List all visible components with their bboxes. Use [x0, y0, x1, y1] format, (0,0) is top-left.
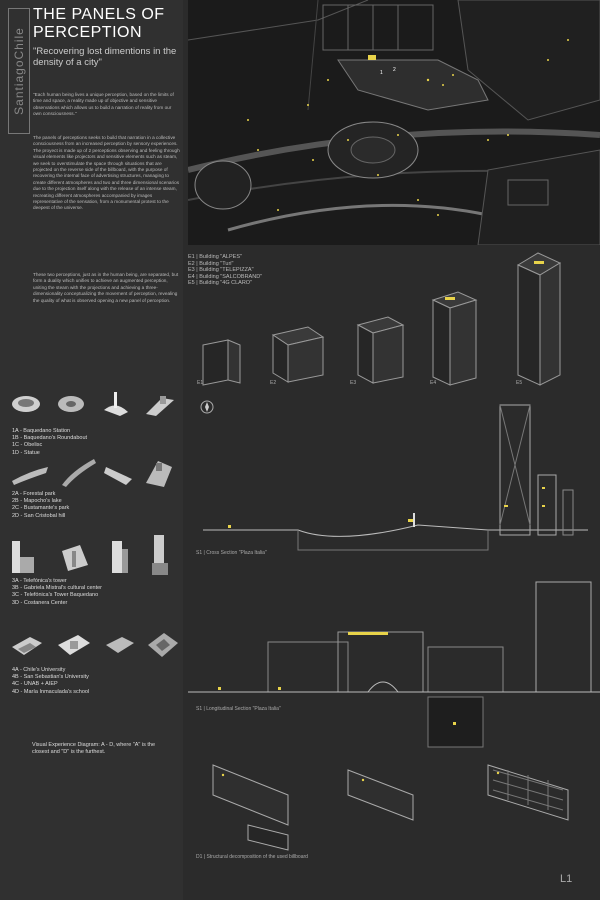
school-thumbnail — [146, 629, 180, 661]
group-4 — [8, 623, 183, 696]
location-tag — [8, 8, 30, 134]
telefonica-tower-thumbnail — [8, 537, 38, 577]
legend-item: 2C - Bustamante's park — [12, 505, 70, 512]
legend-item: 3D - Costanera Center — [12, 599, 68, 606]
legend-item: 3B - Gabriela Mistral's cultural center — [12, 585, 102, 592]
building-list-item: E2 | Building "Turi" — [188, 260, 234, 267]
site-plan-drawing — [188, 0, 600, 245]
buildings-axonometric — [188, 245, 600, 390]
legend-item: 3C - Telefónica's Tower Baquedano — [12, 592, 99, 599]
legend-item: 4D - María Inmaculada's school — [12, 688, 90, 695]
map-marker-2: 2 — [393, 67, 396, 73]
legend-item: 1A - Baquedano Station — [12, 428, 71, 434]
legend-item: 2A - Forestal park — [12, 491, 56, 497]
legend-item: 2D - San Cristobal hill — [12, 512, 66, 519]
station-thumbnail — [10, 392, 42, 414]
site-plan-map — [188, 0, 600, 245]
billboard-decomposition-drawing — [188, 755, 600, 855]
hill-thumbnail — [142, 455, 176, 489]
duality-paragraph: These two perceptions, just as in the human being, are separated, but form a duality which unifies to achieve an augmented perception, uniting the steam with the projections and achieving a three-dimensionality conceptualizing the movement of perception, revealing the quality of what is observed opening a new panel of perception. — [33, 272, 179, 303]
building-tag-e1: E1 — [197, 380, 204, 386]
group-2-legend — [12, 491, 183, 520]
billboard-caption: D1 | Structural decomposition of the used billboard — [196, 854, 308, 860]
building-tag-e2: E2 — [270, 380, 277, 386]
legend-item: 2B - Mapocho's lake — [12, 498, 62, 505]
building-list-item: E4 | Building "SALCOBRAND" — [188, 273, 263, 280]
roundabout-thumbnail — [56, 394, 86, 414]
building-tag-e5: E5 — [516, 380, 523, 386]
building-list-item: E1 | Building "ALPES" — [188, 254, 242, 260]
unab-thumbnail — [104, 631, 136, 659]
san-sebastian-thumbnail — [56, 631, 92, 661]
visual-experience-note: Visual Experience Diagram: A - D, where "A" is the closest and "D" is the furthest. — [32, 742, 156, 755]
page-title: THE PANELS OF PERCEPTION — [33, 6, 165, 41]
location-tag-text: SantiagoChile — [12, 27, 26, 115]
cross-section-drawing — [188, 395, 600, 555]
page-number: L1 — [560, 873, 573, 885]
cultural-center-thumbnail — [58, 541, 92, 575]
park-thumbnail — [10, 463, 50, 485]
legend-item: 1B - Baquedano's Roundabout — [12, 435, 88, 442]
intro-paragraph: "Each human being lives a unique perception, based on the limits of time and space, a reality made up of objective and sensitive observations which allows us to build a narration of reality from our own consciousness." — [33, 92, 174, 117]
lake-thumbnail — [58, 457, 98, 487]
group-4-legend — [12, 667, 183, 696]
legend-item: 4B - San Sebastian's University — [12, 674, 89, 681]
longitudinal-section-drawing — [188, 572, 600, 752]
legend-item: 3A - Telefónica's tower — [12, 578, 67, 584]
group-1-thumbnails — [8, 388, 183, 428]
legend-item: 4A - Chile's University — [12, 667, 66, 673]
group-2-thumbnails — [8, 455, 183, 491]
group-3 — [8, 533, 183, 607]
bustamante-thumbnail — [102, 459, 136, 487]
obelisc-thumbnail — [100, 390, 132, 418]
legend-item: 4C - UNAB + AIEP — [12, 681, 58, 688]
building-list-item: E5 | Building "4G CLARO" — [188, 280, 253, 287]
map-marker-1: 1 — [380, 70, 383, 76]
legend-item: 1C - Obelisc — [12, 442, 43, 449]
group-3-legend — [12, 578, 183, 607]
concept-paragraph: The panels of perceptions seeks to build that narration in a collective consciousness from an increased perception by sensory experiences. The proyect is made up of 2 perceptions observing and feeling through visual elements like projectors and sensitive elements such as steam, we seek to overstimulate the space through situations that are projected on the reverse side of the billboard, with the purpose of recovering the internal face of advertising structures, managing to create different atmospheres and two and three dimensional scenarios due to the projection itself along with the release of an intense steam, recreating different atmospheres accompanied by images representative of the sensation, from a monumental protest to the deepest of the universe. — [33, 135, 180, 211]
longitudinal-section-caption: S1 | Longitudinal Section "Plaza Italia" — [196, 706, 281, 712]
costanera-thumbnail — [148, 533, 174, 577]
group-1 — [8, 388, 183, 457]
building-list-item: E3 | Building "TELEPIZZA" — [188, 267, 254, 274]
cross-section-caption: S1 | Cross Section "Plaza Italia" — [196, 550, 267, 556]
group-3-thumbnails — [8, 533, 183, 578]
building-tag-e4: E4 — [430, 380, 437, 386]
building-tag-e3: E3 — [350, 380, 357, 386]
left-panel — [0, 0, 183, 900]
group-1-legend — [12, 428, 183, 457]
group-2 — [8, 455, 183, 520]
statue-thumbnail — [144, 392, 176, 418]
page-subtitle: "Recovering lost dimentions in the density of a city" — [33, 46, 177, 68]
tower-baquedano-thumbnail — [106, 539, 132, 575]
chile-university-thumbnail — [10, 631, 44, 659]
group-4-thumbnails — [8, 623, 183, 667]
legend-item: 1D - Statue — [12, 449, 40, 456]
